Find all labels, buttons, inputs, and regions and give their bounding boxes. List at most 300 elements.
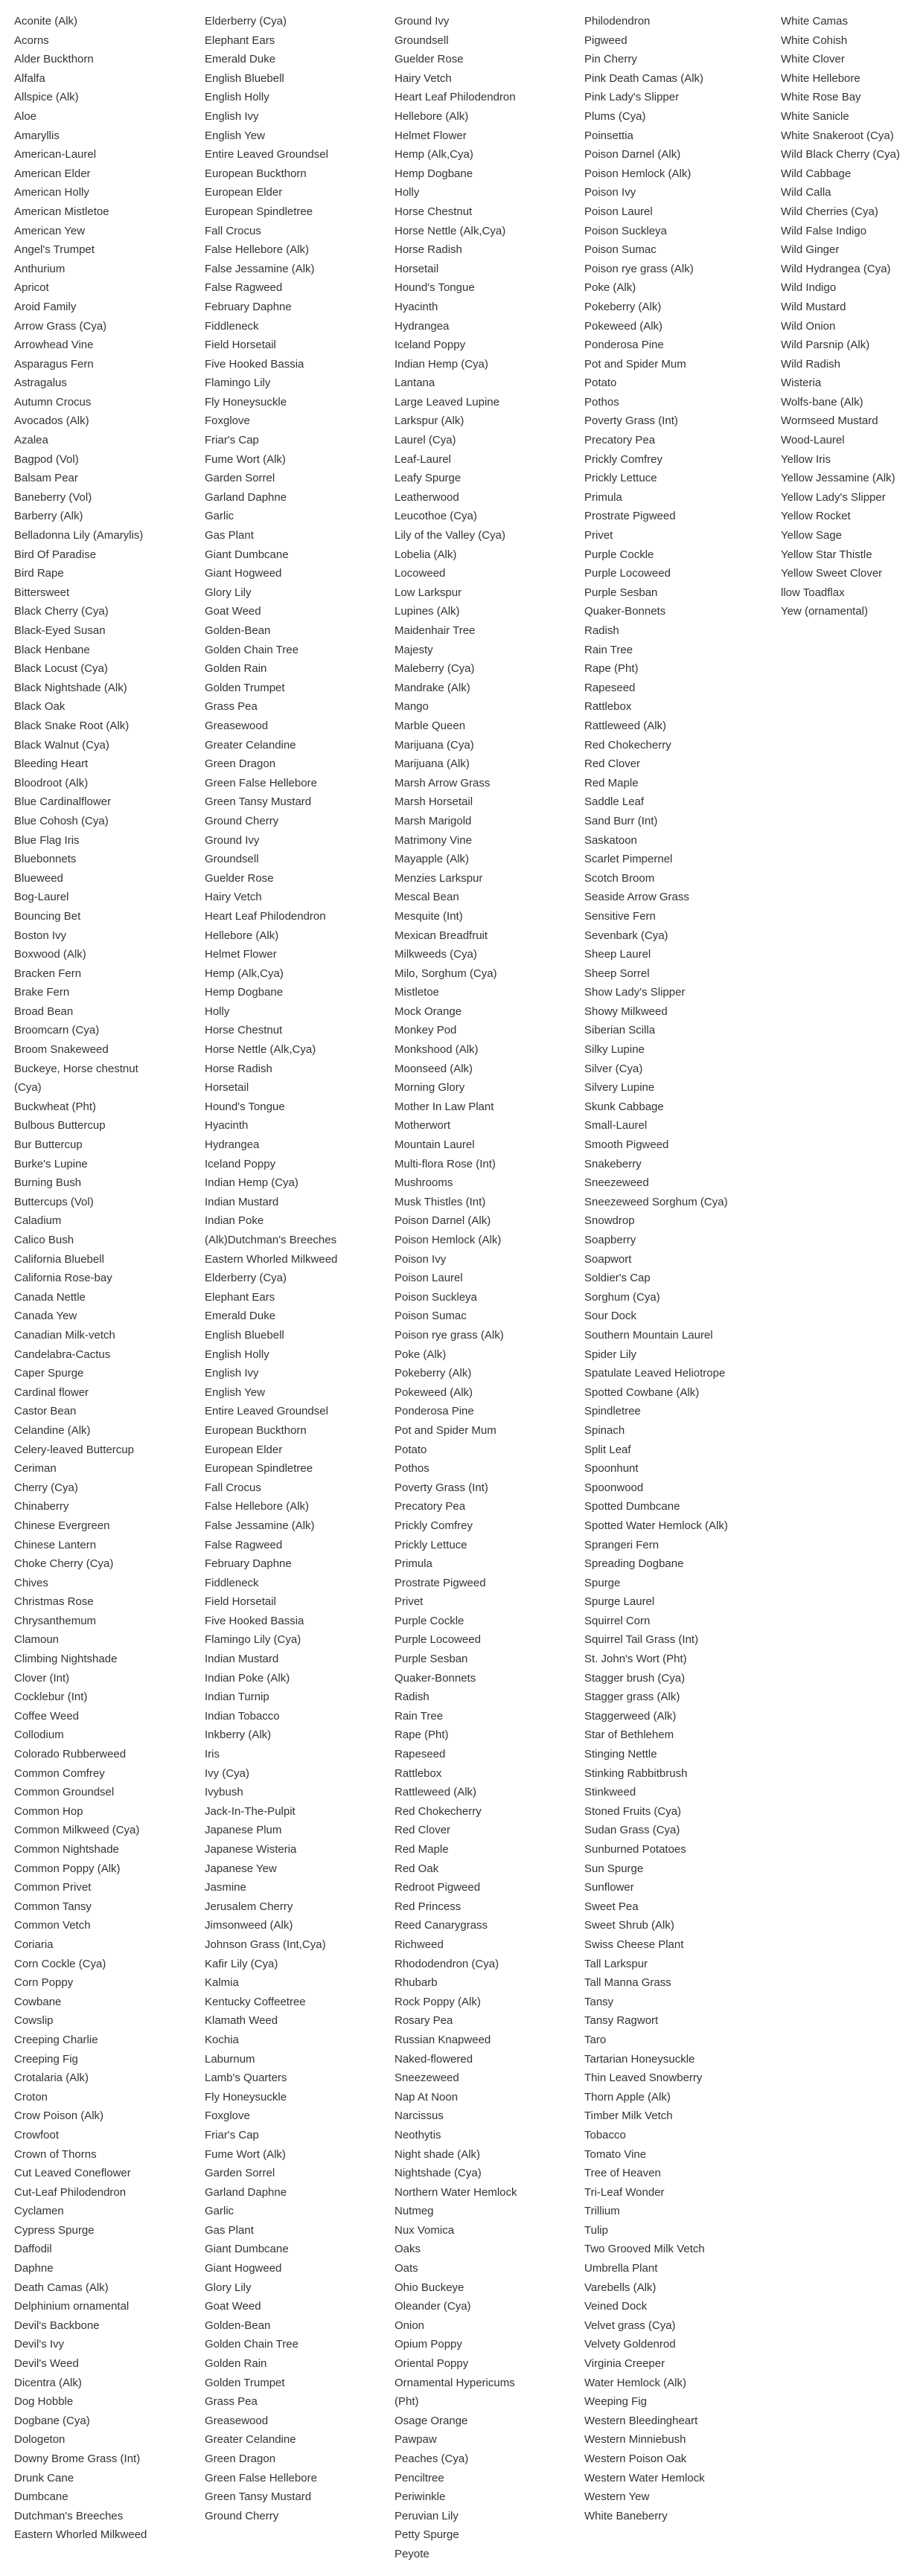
plant-list-item: Red Clover [395,1824,451,1837]
plant-list-item: Hellebore (Alk) [205,929,279,942]
plant-list-item: Sweet Pea [584,1900,639,1913]
plant-list-item: Giant Hogweed [205,567,282,580]
plant-list-item: Glory Lily [205,586,252,599]
plant-list-item: Garlic [205,510,234,523]
plant-list-item: Guelder Rose [205,871,274,885]
plant-list-item: Dogbane (Cya) [14,2414,90,2427]
plant-list-item: Virginia Creeper [584,2357,665,2371]
plant-list-item: Colorado Rubberweed [14,1748,127,1761]
plant-list-item: Giant Dumbcane [205,2243,289,2256]
plant-list-item: Elderberry (Cya) [205,15,287,28]
plant-list-item: Rain Tree [584,643,633,656]
plant-list-item: Timber Milk Vetch [584,2109,673,2123]
plant-column-2 [205,12,391,2525]
plant-list-item: Peaches (Cya) [395,2452,469,2465]
plant-list-item: Devil's Ivy [14,2338,65,2351]
plant-list-item: Hellebore (Alk) [395,109,469,123]
plant-list-item: Maidenhair Tree [395,624,476,637]
plant-list-item: Apricot [14,281,49,295]
plant-list-item: False Hellebore (Alk) [205,1500,310,1513]
plant-list-item: Prickly Lettuce [584,472,657,485]
plant-list-item: Morning Glory [395,1081,465,1095]
plant-list-item: Tree of Heaven [584,2167,661,2180]
plant-list-item: Tall Larkspur [584,1957,648,1970]
plant-list-item: Mesquite (Int) [395,909,463,923]
plant-list-item: Silky Lupine [584,1043,645,1057]
plant-list-item: California Bluebell [14,1252,104,1266]
plant-list-item: Stinging Nettle [584,1748,657,1761]
plant-list-item: Russian Knapweed [395,2033,491,2046]
plant-list-item: Greasewood [205,719,269,732]
plant-list-item: Rhubarb [395,1976,438,1990]
plant-list-item: Silvery Lupine [584,1081,655,1095]
plant-list-item: Caper Spurge [14,1367,84,1380]
plant-list-item: Multi-flora Rose (Int) [395,1157,496,1170]
plant-list-item: Maleberry (Cya) [395,662,475,676]
plant-list-item: Horse Radish [395,243,462,257]
plant-list-item: Caladium [14,1214,62,1228]
plant-list-item: American Elder [14,167,91,180]
plant-list-item: Nutmeg [395,2205,434,2218]
plant-list-item: Spotted Water Hemlock (Alk) [584,1519,728,1532]
plant-list-item: Milkweeds (Cya) [395,948,477,961]
plant-list-item: Stinkweed [584,1786,636,1799]
plant-list-item: Fiddleneck [205,1576,259,1589]
plant-list-item: Horsetail [395,262,439,275]
plant-list-item: Iceland Poppy [395,339,466,352]
plant-list-item: Red Chokecherry [395,1804,482,1818]
plant-list-item: European Buckthorn [205,1423,307,1437]
plant-list-item: llow Toadflax [781,586,845,599]
plant-list-item: Fume Wort (Alk) [205,452,286,466]
plant-list-item: Daffodil [14,2243,52,2256]
plant-list-item: Showy Milkweed [584,1005,668,1018]
plant-list-item: Gas Plant [205,529,254,542]
plant-list-item: Foxglove [205,2109,250,2123]
plant-list-item: Velvety Goldenrod [584,2338,676,2351]
plant-list-item: Elderberry (Cya) [205,1272,287,1285]
plant-list-item: Alder Buckthorn [14,53,94,66]
plant-list-item: Poison Ivy [584,186,636,199]
plant-list-item: American Holly [14,186,89,199]
plant-list-item: Eastern Whorled Milkweed [14,2528,147,2542]
plant-list-item: Petty Spurge [395,2528,459,2542]
plant-list-item: Mushrooms [395,1176,453,1190]
plant-list-item: Golden Trumpet [205,681,285,694]
plant-list-item: Sun Spurge [584,1862,644,1875]
plant-list-item: Larkspur (Alk) [395,414,464,428]
plant-list-item: Holly [395,186,420,199]
plant-list-item: Bittersweet [14,586,70,599]
plant-list-item: Azalea [14,434,48,447]
plant-list-item: Clamoun [14,1633,60,1647]
plant-list-item: Gas Plant [205,2223,254,2237]
plant-list-item: Holly [205,1005,230,1018]
plant-list-item: Crow Poison (Alk) [14,2109,104,2123]
plant-list-item: Green Tansy Mustard [205,795,312,809]
plant-list-item: Quaker-Bonnets [584,605,666,618]
plant-list-item: Red Maple [395,1843,449,1856]
plant-list-item: Swiss Cheese Plant [584,1938,684,1951]
plant-list-item: Ponderosa Pine [395,1405,474,1418]
plant-list-item: Seaside Arrow Grass [584,891,689,904]
plant-list-item: Common Comfrey [14,1766,105,1780]
plant-list-item: Indian Mustard [205,1653,279,1666]
plant-list-item: (Pht) [395,2395,419,2409]
plant-list-item: Burke's Lupine [14,1157,88,1170]
plant-list-item: Pokeberry (Alk) [584,300,662,313]
plant-list-item: Blue Cohosh (Cya) [14,814,109,827]
plant-list-item: Indian Mustard [205,1195,279,1208]
plant-list-item: Jack-In-The-Pulpit [205,1804,296,1818]
plant-list-item: Pigweed [584,33,627,47]
plant-list-item: Cocklebur (Int) [14,1691,88,1704]
plant-list-item: Indian Poke [205,1214,264,1228]
plant-list-item: Potato [584,377,617,390]
plant-list-item: February Daphne [205,300,292,313]
plant-list-item: English Ivy [205,109,259,123]
plant-list-item: Wild False Indigo [781,224,867,237]
plant-list-item: Purple Cockle [584,548,654,561]
plant-list-item: Naked-flowered [395,2052,473,2066]
plant-list-item: Asparagus Fern [14,357,94,371]
plant-list-item: Precatory Pea [584,434,656,447]
plant-list-item: Smooth Pigweed [584,1138,669,1152]
plant-list-item: European Spindletree [205,205,313,218]
plant-list-item: Sneezeweed Sorghum (Cya) [584,1195,728,1208]
plant-list-item: Inkberry (Alk) [205,1728,272,1742]
plant-list-item: Stagger brush (Cya) [584,1671,686,1685]
plant-list-item: Canadian Milk-vetch [14,1328,115,1342]
plant-list-item: Bird Of Paradise [14,548,97,561]
plant-list-item: Red Clover [584,757,641,771]
plant-list-item: Marsh Arrow Grass [395,776,491,789]
plant-list-item: Mother In Law Plant [395,1100,494,1113]
plant-list-item: Canada Yew [14,1310,77,1323]
plant-list-item: Choke Cherry (Cya) [14,1557,114,1571]
plant-list-item: Thorn Apple (Alk) [584,2090,671,2104]
plant-list-item: Avocados (Alk) [14,414,89,428]
plant-list-item: Sheep Laurel [584,948,651,961]
plant-list-item: Creeping Fig [14,2052,78,2066]
plant-list-item: White Camas [781,15,849,28]
plant-list-item: Buckwheat (Pht) [14,1100,97,1113]
plant-list-item: Golden Chain Tree [205,643,298,656]
plant-list-item: Common Privet [14,1881,92,1894]
plant-list-item: Yellow Sweet Clover [781,567,883,580]
plant-list-item: Moonseed (Alk) [395,1062,473,1075]
plant-list-item: Poison Darnel (Alk) [395,1214,491,1228]
plant-list-item: Japanese Plum [205,1824,282,1837]
plant-list-item: Hemp Dogbane [395,167,473,180]
plant-list-item: Milo, Sorghum (Cya) [395,967,497,980]
plant-list-item: Ornamental Hypericums [395,2376,515,2389]
plant-list-item: Poison Ivy [395,1252,447,1266]
plant-list-item: Poke (Alk) [395,1348,447,1361]
plant-list-item: False Jessamine (Alk) [205,1519,315,1532]
plant-list-item: Fly Honeysuckle [205,2090,287,2104]
plant-list-item: Black Henbane [14,643,90,656]
plant-list-item: Soapwort [584,1252,632,1266]
plant-list-item: Horsetail [205,1081,249,1095]
plant-list-item: Iceland Poppy [205,1157,276,1170]
plant-list-item: Spreading Dogbane [584,1557,684,1571]
plant-list-item: Cherry (Cya) [14,1481,78,1494]
plant-list-item: Pothos [584,395,619,408]
plant-list-item: Chrysanthemum [14,1614,97,1627]
plant-list-item: Heart Leaf Philodendron [395,91,516,104]
plant-list-item: Purple Cockle [395,1614,464,1627]
plant-list-item: Boston Ivy [14,929,67,942]
plant-list-item: Common Vetch [14,1919,91,1932]
plant-list-item: False Hellebore (Alk) [205,243,310,257]
plant-list-item: Bulbous Buttercup [14,1119,106,1132]
plant-list-item: St. John's Wort (Pht) [584,1653,687,1666]
plant-list-item: Prickly Comfrey [395,1519,473,1532]
plant-list-item: Wormseed Mustard [781,414,878,428]
plant-list-item: English Holly [205,91,269,104]
plant-list-item: Bagpod (Vol) [14,452,79,466]
plant-list-item: Rapeseed [584,681,636,694]
plant-list-item: Bird Rape [14,567,64,580]
plant-list-item: Yellow Lady's Slipper [781,490,886,504]
plant-list-item: Menzies Larkspur [395,871,483,885]
plant-list-item: Silver (Cya) [584,1062,643,1075]
plant-list-item: Horse Nettle (Alk,Cya) [395,224,506,237]
plant-list-item: Laurel (Cya) [395,434,456,447]
plant-list-item: Black-Eyed Susan [14,624,106,637]
plant-list-item: Golden Rain [205,662,267,676]
plant-list-item: Mistletoe [395,986,440,999]
plant-list-item: Locoweed [395,567,446,580]
plant-list-item: February Daphne [205,1557,292,1571]
plant-list-item: Hairy Vetch [205,891,262,904]
plant-list-item: Marsh Horsetail [395,795,473,809]
plant-list-item: Croton [14,2090,48,2104]
plant-list-item: Cowslip [14,2014,54,2028]
plant-list-item: Show Lady's Slipper [584,986,686,999]
plant-list-item: Periwinkle [395,2490,446,2504]
plant-list-item: Balsam Pear [14,472,78,485]
plant-list-item: Low Larkspur [395,586,462,599]
plant-list-item: Autumn Crocus [14,395,92,408]
plant-list-item: Western Minniebush [584,2433,686,2447]
plant-list-item: Penciltree [395,2471,444,2484]
plant-list-item: Prickly Comfrey [584,452,663,466]
plant-list-item: White Baneberry [584,2509,668,2522]
plant-list-item: Foxglove [205,414,250,428]
plant-list-item: Radish [395,1691,429,1704]
plant-list-item: Dicentra (Alk) [14,2376,82,2389]
plant-list-item: Sudan Grass (Cya) [584,1824,680,1837]
plant-list-item: Black Oak [14,700,66,714]
plant-list-item: Oaks [395,2243,421,2256]
plant-list-item: Spatulate Leaved Heliotrope [584,1367,726,1380]
plant-list-item: Cut Leaved Coneflower [14,2167,131,2180]
plant-list-item: Dumbcane [14,2490,68,2504]
plant-list-item: English Yew [205,129,265,142]
plant-list-item: Green False Hellebore [205,776,317,789]
plant-list-item: Hydrangea [395,319,450,333]
plant-list-item: Bloodroot (Alk) [14,776,89,789]
plant-list-item: Hyacinth [395,300,438,313]
plant-list-item: Ground Cherry [205,2509,279,2522]
plant-list-item: Field Horsetail [205,339,276,352]
plant-list-item: Klamath Weed [205,2014,278,2028]
plant-list-item: Primula [584,490,622,504]
plant-list-item: Astragalus [14,377,67,390]
plant-list-item: Chinese Lantern [14,1538,97,1551]
plant-list-item: Helmet Flower [205,948,277,961]
plant-list-item: Rain Tree [395,1709,444,1723]
plant-list-item: Pothos [395,1462,429,1476]
plant-list-item: Glory Lily [205,2281,252,2294]
plant-list-item: English Ivy [205,1367,259,1380]
plant-list-item: Chinese Evergreen [14,1519,110,1532]
plant-list-item: Alfalfa [14,71,45,85]
plant-list-item: (Cya) [14,1081,42,1095]
plant-list-item: Poison Laurel [395,1272,463,1285]
plant-list-item: Creeping Charlie [14,2033,98,2046]
plant-list-item: European Buckthorn [205,167,307,180]
plant-list-item: Red Chokecherry [584,738,671,752]
plant-list-item: Elephant Ears [205,1290,275,1304]
plant-list-item: Poison Sumac [584,243,657,257]
plant-list-item: Poinsettia [584,129,633,142]
plant-list-item: Ivybush [205,1786,243,1799]
plant-list-item: False Jessamine (Alk) [205,262,315,275]
plant-list-item: White Clover [781,53,845,66]
plant-list-item: Groundsell [395,33,449,47]
plant-list-item: Friar's Cap [205,434,259,447]
plant-column-4 [584,12,770,2525]
plant-list-item: Leatherwood [395,490,459,504]
plant-list-item: Coffee Weed [14,1709,80,1723]
plant-list-item: Prostrate Pigweed [584,510,676,523]
plant-list-item: Leafy Spurge [395,472,462,485]
plant-list-item: Sneezeweed [584,1176,649,1190]
plant-list-item: Marble Queen [395,719,466,732]
plant-list-item: Wild Calla [781,186,831,199]
plant-list-item: Chinaberry [14,1500,69,1513]
plant-list-item: Indian Hemp (Cya) [205,1176,298,1190]
plant-list-item: (Alk)Dutchman's Breeches [205,1234,337,1246]
plant-list-item: Purple Sesban [395,1653,468,1666]
plant-list-item: Sheep Sorrel [584,967,650,980]
plant-list-item: Poison rye grass (Alk) [584,262,694,275]
plant-list-item: Oriental Poppy [395,2357,469,2371]
plant-list-item: Candelabra-Cactus [14,1348,111,1361]
plant-list-item: Yellow Iris [781,452,831,466]
plant-list-item: Peruvian Lily [395,2509,459,2522]
plant-list-item: Wild Cabbage [781,167,852,180]
plant-list-item: Japanese Wisteria [205,1843,297,1856]
plant-list-item: Barberry (Alk) [14,510,83,523]
plant-list-item: Johnson Grass (Int,Cya) [205,1938,326,1951]
plant-list-item: Goat Weed [205,605,261,618]
plant-list-item: Stoned Fruits (Cya) [584,1804,682,1818]
plant-list-item: Pokeweed (Alk) [395,1385,473,1399]
plant-list-item: Velvet grass (Cya) [584,2319,676,2332]
plant-list-item: Horse Chestnut [205,1024,283,1037]
plant-list-item: Poverty Grass (Int) [584,414,678,428]
plant-list-item: California Rose-bay [14,1272,112,1285]
plant-list-item: Garland Daphne [205,490,287,504]
plant-list-item: Rattlebox [395,1766,442,1780]
plant-list-item: False Ragweed [205,1538,283,1551]
plant-list-item: Philodendron [584,15,651,28]
plant-list-item: Matrimony Vine [395,833,472,847]
plant-list-item: Fly Honeysuckle [205,395,287,408]
plant-list-item: Indian Turnip [205,1691,269,1704]
plant-list-item: White Rose Bay [781,91,861,104]
plant-list-item: Black Snake Root (Alk) [14,719,130,732]
plant-list-item: Celandine (Alk) [14,1423,91,1437]
plant-list-item: European Spindletree [205,1462,313,1476]
plant-list-item: Wild Ginger [781,243,840,257]
plant-list-item: Western Poison Oak [584,2452,687,2465]
plant-list-item: English Holly [205,1348,269,1361]
plant-list-item: Broom Snakeweed [14,1043,109,1057]
plant-list-item: Green Dragon [205,757,276,771]
plant-list-item: Helmet Flower [395,129,467,142]
plant-list-item: Garden Sorrel [205,2167,275,2180]
plant-list-item: Taro [584,2033,607,2046]
plant-list-item: English Bluebell [205,1328,284,1342]
plant-list-item: Oleander (Cya) [395,2300,471,2313]
plant-list-item: Lily of the Valley (Cya) [395,529,505,542]
plant-list-item: Squirrel Tail Grass (Int) [584,1633,699,1647]
plant-list-item: White Hellebore [781,71,860,85]
plant-list-item: Entire Leaved Groundsel [205,1405,328,1418]
plant-list-item: Sunburned Potatoes [584,1843,686,1856]
plant-list-item: Small-Laurel [584,1119,648,1132]
plant-list-item: Southern Mountain Laurel [584,1328,713,1342]
plant-list-item: Two Grooved Milk Vetch [584,2243,705,2256]
plant-list-item: Western Bleedingheart [584,2414,698,2427]
plant-list-item: Poison Hemlock (Alk) [584,167,692,180]
plant-list-item: Sevenbark (Cya) [584,929,668,942]
plant-list-item: Rattlebox [584,700,632,714]
plant-list-item: Pokeberry (Alk) [395,1367,472,1380]
plant-list-item: Water Hemlock (Alk) [584,2376,686,2389]
plant-list-item: Celery-leaved Buttercup [14,1443,134,1456]
plant-list-item: Richweed [395,1938,444,1951]
plant-list-item: Cypress Spurge [14,2223,95,2237]
plant-list-item: Quaker-Bonnets [395,1671,476,1685]
plant-list-item: Bouncing Bet [14,909,81,923]
plant-list-item: Buckeye, Horse chestnut [14,1062,138,1075]
plant-list-item: Wild Hydrangea (Cya) [781,262,891,275]
plant-list-item: Jerusalem Cherry [205,1900,293,1913]
plant-list-item: White Cohish [781,33,848,47]
plant-list-item: Friar's Cap [205,2128,259,2141]
plant-list-item: Common Poppy (Alk) [14,1862,121,1875]
plant-list-item: Allspice (Alk) [14,91,79,104]
plant-list-item: Fiddleneck [205,319,259,333]
plant-list-item: Sprangeri Fern [584,1538,659,1551]
plant-list-item: Common Hop [14,1804,83,1818]
plant-list-item: Mexican Breadfruit [395,929,488,942]
plant-list-item: Indian Poke (Alk) [205,1671,290,1685]
plant-list-item: Cut-Leaf Philodendron [14,2185,127,2199]
plant-list-item: Spoonhunt [584,1462,639,1476]
plant-list-item: Onion [395,2319,425,2332]
plant-list-item: Crown of Thorns [14,2147,97,2161]
plant-list-item: Kalmia [205,1976,239,1990]
plant-list-item: Hemp (Alk,Cya) [205,967,284,980]
plant-list-item: Common Tansy [14,1900,92,1913]
